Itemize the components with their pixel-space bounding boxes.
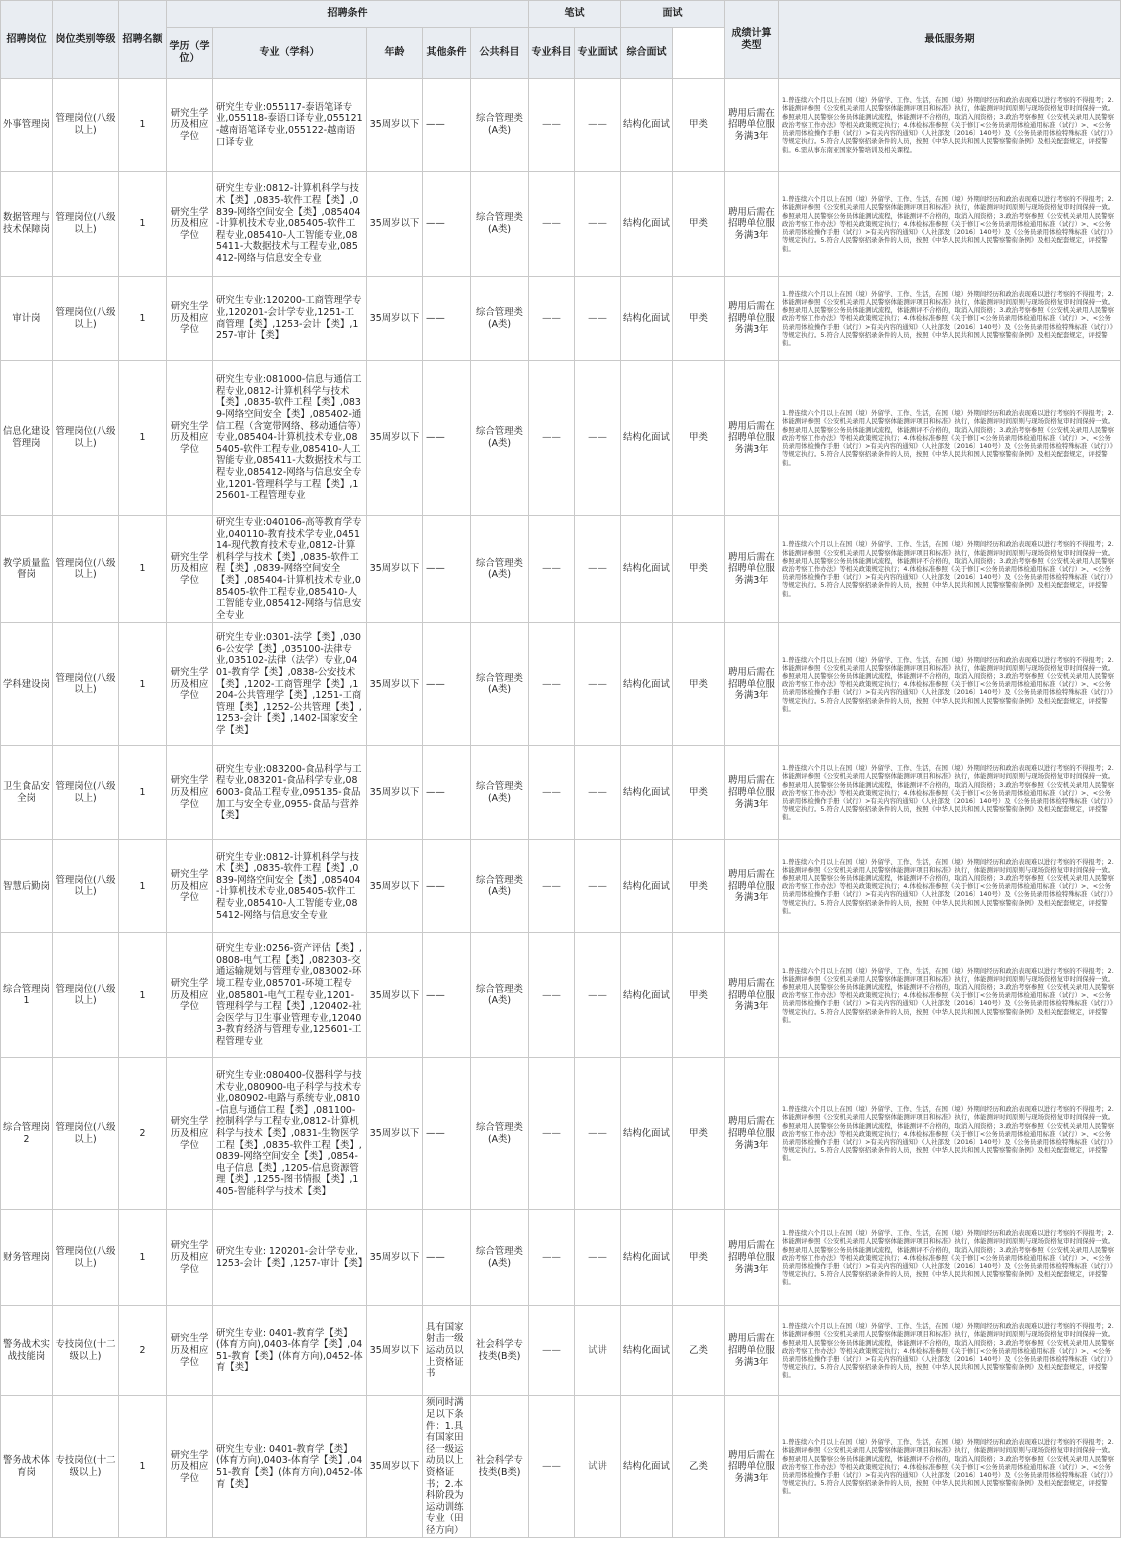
cell-other: ——	[423, 1058, 471, 1210]
cell-min-service: 聘用后需在招聘单位服务满3年	[725, 516, 779, 623]
cell-score-type: 甲类	[673, 277, 725, 361]
cell-min-service: 聘用后需在招聘单位服务满3年	[725, 746, 779, 840]
col-group-conditions: 招聘条件	[167, 1, 529, 28]
cell-general-interview: 结构化面试	[621, 623, 673, 746]
cell-public-subject: 社会科学专技类(B类)	[471, 1306, 529, 1396]
col-age: 年龄	[367, 28, 423, 79]
col-special-interview: 专业面试	[575, 28, 621, 79]
cell-category: 管理岗位(八级以上)	[53, 1058, 119, 1210]
cell-age: 35周岁以下	[367, 79, 423, 172]
cell-quota: 1	[119, 1396, 167, 1538]
cell-special-interview: ——	[575, 172, 621, 277]
cell-remarks: 1.曾连续六个月以上在国（境）外留学、工作、生活，在国（境）外期间经历和政治表现难以进行考察的不得报考；2.体能测评参照《公安机关录用人民警察体能测评项目和标准》执行，体能测评时间原则与现场资格复审时间保持一致。参照录用人民警察公务员体能测试流程，体能测评不合格的，取消入闱资格；3.政治考察参照《公安机关录用人民警察政治考察工作办法》等相关政策规定执行；4.体检标准参照《关于修订<公务员录用体检通用标准（试行）>、<公务员录用体检操作手册（试行）>有关内容的通知》（人社部发〔2016〕140号）及《公务员录用体检特殊标准（试行）》等规定执行。5.符合人民警察招录条件的人员，按照《中华人民共和国人民警察警衔条例》及相关配套规定，评授警衔。	[779, 516, 1121, 623]
cell-min-service: 聘用后需在招聘单位服务满3年	[725, 1210, 779, 1306]
cell-special-subject: ——	[529, 1306, 575, 1396]
cell-general-interview: 结构化面试	[621, 277, 673, 361]
table-row	[1, 933, 1121, 1058]
col-education: 学历（学位）	[167, 28, 213, 79]
cell-score-type: 甲类	[673, 516, 725, 623]
cell-min-service: 聘用后需在招聘单位服务满3年	[725, 933, 779, 1058]
cell-remarks: 1.曾连续六个月以上在国（境）外留学、工作、生活，在国（境）外期间经历和政治表现难以进行考察的不得报考；2.体能测评参照《公安机关录用人民警察体能测评项目和标准》执行，体能测评时间原则与现场资格复审时间保持一致。参照录用人民警察公务员体能测试流程，体能测评不合格的，取消入闱资格；3.政治考察参照《公安机关录用人民警察政治考察工作办法》等相关政策规定执行；4.体检标准参照《关于修订<公务员录用体检通用标准（试行）>、<公务员录用体检操作手册（试行）>有关内容的通知》（人社部发〔2016〕140号）及《公务员录用体检特殊标准（试行）》等规定执行。5.符合人民警察招录条件的人员，按照《中华人民共和国人民警察警衔条例》及相关配套规定，评授警衔。	[779, 172, 1121, 277]
cell-post: 数据管理与技术保障岗	[1, 172, 53, 277]
cell-quota: 1	[119, 79, 167, 172]
table-row	[1, 1210, 1121, 1306]
cell-remarks: 1.曾连续六个月以上在国（境）外留学、工作、生活，在国（境）外期间经历和政治表现难以进行考察的不得报考；2.体能测评参照《公安机关录用人民警察体能测评项目和标准》执行，体能测评时间原则与现场资格复审时间保持一致。参照录用人民警察公务员体能测试流程，体能测评不合格的，取消入闱资格；3.政治考察参照《公安机关录用人民警察政治考察工作办法》等相关政策规定执行；4.体检标准参照《关于修订<公务员录用体检通用标准（试行）>、<公务员录用体检操作手册（试行）>有关内容的通知》（人社部发〔2016〕140号）及《公务员录用体检特殊标准（试行）》等规定执行。5.符合人民警察招录条件的人员，按照《中华人民共和国人民警察警衔条例》及相关配套规定，评授警衔。	[779, 623, 1121, 746]
cell-special-subject: ——	[529, 746, 575, 840]
cell-general-interview: 结构化面试	[621, 746, 673, 840]
cell-special-subject: ——	[529, 172, 575, 277]
cell-age: 35周岁以下	[367, 172, 423, 277]
cell-special-interview: ——	[575, 1058, 621, 1210]
cell-min-service: 聘用后需在招聘单位服务满3年	[725, 277, 779, 361]
cell-special-interview: ——	[575, 277, 621, 361]
col-group-written: 笔试	[529, 1, 621, 28]
table-row	[1, 840, 1121, 933]
col-category: 岗位类别等级	[53, 1, 119, 79]
cell-education: 研究生学历及相应学位	[167, 746, 213, 840]
cell-age: 35周岁以下	[367, 623, 423, 746]
cell-min-service: 聘用后需在招聘单位服务满3年	[725, 172, 779, 277]
cell-min-service: 聘用后需在招聘单位服务满3年	[725, 361, 779, 516]
cell-remarks: 1.曾连续六个月以上在国（境）外留学、工作、生活，在国（境）外期间经历和政治表现难以进行考察的不得报考；2.体能测评参照《公安机关录用人民警察体能测评项目和标准》执行，体能测评时间原则与现场资格复审时间保持一致。参照录用人民警察公务员体能测试流程，体能测评不合格的，取消入闱资格；3.政治考察参照《公安机关录用人民警察政治考察工作办法》等相关政策规定执行；4.体检标准参照《关于修订<公务员录用体检通用标准（试行）>、<公务员录用体检操作手册（试行）>有关内容的通知》（人社部发〔2016〕140号）及《公务员录用体检特殊标准（试行）》等规定执行。5.符合人民警察招录条件的人员，按照《中华人民共和国人民警察警衔条例》及相关配套规定，评授警衔。	[779, 933, 1121, 1058]
table-row	[1, 172, 1121, 277]
cell-remarks: 1.曾连续六个月以上在国（境）外留学、工作、生活，在国（境）外期间经历和政治表现难以进行考察的不得报考；2.体能测评参照《公安机关录用人民警察体能测评项目和标准》执行，体能测评时间原则与现场资格复审时间保持一致。参照录用人民警察公务员体能测试流程，体能测评不合格的，取消入闱资格；3.政治考察参照《公安机关录用人民警察政治考察工作办法》等相关政策规定执行；4.体检标准参照《关于修订<公务员录用体检通用标准（试行）>、<公务员录用体检操作手册（试行）>有关内容的通知》（人社部发〔2016〕140号）及《公务员录用体检特殊标准（试行）》等规定执行。5.符合人民警察招录条件的人员，按照《中华人民共和国人民警察警衔条例》及相关配套规定，评授警衔。6.需从事东南亚国家外警培训及相关课程。	[779, 79, 1121, 172]
cell-education: 研究生学历及相应学位	[167, 79, 213, 172]
cell-special-interview: 试讲	[575, 1396, 621, 1538]
cell-general-interview: 结构化面试	[621, 1058, 673, 1210]
cell-special-subject: ——	[529, 277, 575, 361]
cell-general-interview: 结构化面试	[621, 79, 673, 172]
cell-quota: 1	[119, 277, 167, 361]
cell-public-subject: 综合管理类(A类)	[471, 746, 529, 840]
cell-category: 管理岗位(八级以上)	[53, 933, 119, 1058]
col-public-subject: 公共科目	[471, 28, 529, 79]
cell-age: 35周岁以下	[367, 1058, 423, 1210]
cell-score-type: 甲类	[673, 1058, 725, 1210]
col-general-interview: 综合面试	[621, 28, 673, 79]
cell-post: 警务战术体育岗	[1, 1396, 53, 1538]
table-row	[1, 79, 1121, 172]
cell-education: 研究生学历及相应学位	[167, 1210, 213, 1306]
cell-quota: 1	[119, 172, 167, 277]
cell-category: 专技岗位(十二级以上)	[53, 1396, 119, 1538]
cell-quota: 2	[119, 1058, 167, 1210]
cell-special-subject: ——	[529, 516, 575, 623]
cell-age: 35周岁以下	[367, 361, 423, 516]
cell-remarks: 1.曾连续六个月以上在国（境）外留学、工作、生活，在国（境）外期间经历和政治表现难以进行考察的不得报考；2.体能测评参照《公安机关录用人民警察体能测评项目和标准》执行，体能测评时间原则与现场资格复审时间保持一致。参照录用人民警察公务员体能测试流程，体能测评不合格的，取消入闱资格；3.政治考察参照《公安机关录用人民警察政治考察工作办法》等相关政策规定执行；4.体检标准参照《关于修订<公务员录用体检通用标准（试行）>、<公务员录用体检操作手册（试行）>有关内容的通知》（人社部发〔2016〕140号）及《公务员录用体检特殊标准（试行）》等规定执行。5.符合人民警察招录条件的人员，按照《中华人民共和国人民警察警衔条例》及相关配套规定，评授警衔。	[779, 1210, 1121, 1306]
cell-score-type: 甲类	[673, 840, 725, 933]
cell-quota: 1	[119, 840, 167, 933]
cell-category: 管理岗位(八级以上)	[53, 623, 119, 746]
cell-min-service: 聘用后需在招聘单位服务满3年	[725, 1306, 779, 1396]
cell-other: 须同时满足以下条件：1.具有国家田径一级运动员以上资格证书；2.本科阶段为运动训练专业（田径方向）	[423, 1396, 471, 1538]
cell-education: 研究生学历及相应学位	[167, 840, 213, 933]
cell-public-subject: 综合管理类(A类)	[471, 1058, 529, 1210]
cell-remarks: 1.曾连续六个月以上在国（境）外留学、工作、生活，在国（境）外期间经历和政治表现难以进行考察的不得报考；2.体能测评参照《公安机关录用人民警察体能测评项目和标准》执行，体能测评时间原则与现场资格复审时间保持一致。参照录用人民警察公务员体能测试流程，体能测评不合格的，取消入闱资格；3.政治考察参照《公安机关录用人民警察政治考察工作办法》等相关政策规定执行；4.体检标准参照《关于修订<公务员录用体检通用标准（试行）>、<公务员录用体检操作手册（试行）>有关内容的通知》（人社部发〔2016〕140号）及《公务员录用体检特殊标准（试行）》等规定执行。5.符合人民警察招录条件的人员，按照《中华人民共和国人民警察警衔条例》及相关配套规定，评授警衔。	[779, 1396, 1121, 1538]
cell-category: 管理岗位(八级以上)	[53, 746, 119, 840]
cell-score-type: 乙类	[673, 1306, 725, 1396]
cell-education: 研究生学历及相应学位	[167, 933, 213, 1058]
cell-public-subject: 综合管理类(A类)	[471, 79, 529, 172]
table-header	[1, 1, 1121, 79]
cell-category: 管理岗位(八级以上)	[53, 277, 119, 361]
cell-other: ——	[423, 1210, 471, 1306]
cell-other: ——	[423, 79, 471, 172]
cell-education: 研究生学历及相应学位	[167, 1306, 213, 1396]
cell-education: 研究生学历及相应学位	[167, 361, 213, 516]
cell-public-subject: 综合管理类(A类)	[471, 277, 529, 361]
cell-special-subject: ——	[529, 933, 575, 1058]
cell-major: 研究生专业:081000-信息与通信工程专业,0812-计算机科学与技术【类】,0835-软件工程【类】,0839-网络空间安全【类】,085402-通信工程（含宽带网络、移动通信等）专业,085404-计算机技术专业,085405-软件工程专业,085410-人工智能专业,085411-大数据技术与工程专业,085412-网络与信息安全专业,1201-管理科学与工程【类】,125601-工程管理专业	[213, 361, 367, 516]
cell-category: 专技岗位(十二级以上)	[53, 1306, 119, 1396]
table-row	[1, 1306, 1121, 1396]
cell-special-interview: ——	[575, 79, 621, 172]
cell-special-interview: ——	[575, 623, 621, 746]
cell-other: ——	[423, 361, 471, 516]
cell-score-type: 甲类	[673, 1210, 725, 1306]
cell-special-interview: ——	[575, 746, 621, 840]
cell-post: 外事管理岗	[1, 79, 53, 172]
table-row	[1, 1396, 1121, 1538]
cell-other: ——	[423, 516, 471, 623]
cell-age: 35周岁以下	[367, 1396, 423, 1538]
cell-public-subject: 综合管理类(A类)	[471, 933, 529, 1058]
table-row	[1, 361, 1121, 516]
cell-education: 研究生学历及相应学位	[167, 1396, 213, 1538]
col-min-service: 最低服务期	[779, 1, 1121, 79]
cell-major: 研究生专业:080400-仪器科学与技术专业,080900-电子科学与技术专业,080902-电路与系统专业,0810-信息与通信工程【类】,081100-控制科学与工程专业,0812-计算机科学与技术【类】,0831-生物医学工程【类】,0835-软件工程【类】,0839-网络空间安全【类】,0854-电子信息【类】,1205-信息资源管理【类】,1255-图书情报【类】,1405-智能科学与技术【类】	[213, 1058, 367, 1210]
cell-quota: 1	[119, 361, 167, 516]
cell-post: 教学质量监督岗	[1, 516, 53, 623]
cell-quota: 1	[119, 516, 167, 623]
col-other: 其他条件	[423, 28, 471, 79]
cell-general-interview: 结构化面试	[621, 516, 673, 623]
cell-public-subject: 综合管理类(A类)	[471, 172, 529, 277]
cell-general-interview: 结构化面试	[621, 1306, 673, 1396]
cell-education: 研究生学历及相应学位	[167, 516, 213, 623]
col-post: 招聘岗位	[1, 1, 53, 79]
table-row	[1, 277, 1121, 361]
cell-special-interview: ——	[575, 516, 621, 623]
cell-public-subject: 综合管理类(A类)	[471, 840, 529, 933]
table-row	[1, 1058, 1121, 1210]
cell-category: 管理岗位(八级以上)	[53, 79, 119, 172]
cell-special-interview: 试讲	[575, 1306, 621, 1396]
cell-other: ——	[423, 933, 471, 1058]
cell-quota: 1	[119, 1210, 167, 1306]
cell-post: 警务战术实战技能岗	[1, 1306, 53, 1396]
cell-category: 管理岗位(八级以上)	[53, 516, 119, 623]
col-special-subject: 专业科目	[529, 28, 575, 79]
cell-general-interview: 结构化面试	[621, 1396, 673, 1538]
cell-category: 管理岗位(八级以上)	[53, 361, 119, 516]
col-quota: 招聘名额	[119, 1, 167, 79]
cell-major: 研究生专业:0256-资产评估【类】,0808-电气工程【类】,082303-交通运输规划与管理专业,083002-环境工程专业,085701-环境工程专业,085801-电气工程专业,1201-管理科学与工程【类】,120402-社会医学与卫生事业管理专业,120403-教育经济与管理专业,125601-工程管理专业	[213, 933, 367, 1058]
cell-education: 研究生学历及相应学位	[167, 1058, 213, 1210]
cell-age: 35周岁以下	[367, 933, 423, 1058]
cell-remarks: 1.曾连续六个月以上在国（境）外留学、工作、生活，在国（境）外期间经历和政治表现难以进行考察的不得报考；2.体能测评参照《公安机关录用人民警察体能测评项目和标准》执行，体能测评时间原则与现场资格复审时间保持一致。参照录用人民警察公务员体能测试流程，体能测评不合格的，取消入闱资格；3.政治考察参照《公安机关录用人民警察政治考察工作办法》等相关政策规定执行；4.体检标准参照《关于修订<公务员录用体检通用标准（试行）>、<公务员录用体检操作手册（试行）>有关内容的通知》（人社部发〔2016〕140号）及《公务员录用体检特殊标准（试行）》等规定执行。5.符合人民警察招录条件的人员，按照《中华人民共和国人民警察警衔条例》及相关配套规定，评授警衔。	[779, 277, 1121, 361]
cell-special-subject: ——	[529, 361, 575, 516]
cell-score-type: 甲类	[673, 361, 725, 516]
cell-major: 研究生专业:0812-计算机科学与技术【类】,0835-软件工程【类】,0839-网络空间安全【类】,085404-计算机技术专业,085405-软件工程专业,085410-人工智能专业,085412-网络与信息安全专业	[213, 840, 367, 933]
cell-age: 35周岁以下	[367, 840, 423, 933]
cell-education: 研究生学历及相应学位	[167, 623, 213, 746]
cell-remarks: 1.曾连续六个月以上在国（境）外留学、工作、生活，在国（境）外期间经历和政治表现难以进行考察的不得报考；2.体能测评参照《公安机关录用人民警察体能测评项目和标准》执行，体能测评时间原则与现场资格复审时间保持一致。参照录用人民警察公务员体能测试流程，体能测评不合格的，取消入闱资格；3.政治考察参照《公安机关录用人民警察政治考察工作办法》等相关政策规定执行；4.体检标准参照《关于修订<公务员录用体检通用标准（试行）>、<公务员录用体检操作手册（试行）>有关内容的通知》（人社部发〔2016〕140号）及《公务员录用体检特殊标准（试行）》等规定执行。5.符合人民警察招录条件的人员，按照《中华人民共和国人民警察警衔条例》及相关配套规定，评授警衔。	[779, 1058, 1121, 1210]
cell-other: ——	[423, 172, 471, 277]
cell-age: 35周岁以下	[367, 1210, 423, 1306]
cell-public-subject: 综合管理类(A类)	[471, 516, 529, 623]
cell-education: 研究生学历及相应学位	[167, 277, 213, 361]
cell-post: 智慧后勤岗	[1, 840, 53, 933]
cell-other: 具有国家射击一级运动员以上资格证书	[423, 1306, 471, 1396]
cell-min-service: 聘用后需在招聘单位服务满3年	[725, 840, 779, 933]
cell-major: 研究生专业:040106-高等教育学专业,040110-教育技术学专业,045114-现代教育技术专业,0812-计算机科学与技术【类】,0835-软件工程【类】,0839-网络空间安全【类】,085404-计算机技术专业,085405-软件工程专业,085410-人工智能专业,085412-网络与信息安全专业	[213, 516, 367, 623]
cell-score-type: 甲类	[673, 746, 725, 840]
cell-quota: 1	[119, 623, 167, 746]
cell-major: 研究生专业: 0401-教育学【类】(体育方向),0403-体育学【类】,0451-教育【类】(体育方向),0452-体育【类】	[213, 1396, 367, 1538]
cell-post: 综合管理岗2	[1, 1058, 53, 1210]
cell-public-subject: 社会科学专技类(B类)	[471, 1396, 529, 1538]
cell-special-subject: ——	[529, 840, 575, 933]
cell-post: 综合管理岗1	[1, 933, 53, 1058]
cell-special-interview: ——	[575, 1210, 621, 1306]
cell-other: ——	[423, 840, 471, 933]
cell-special-interview: ——	[575, 933, 621, 1058]
cell-post: 审计岗	[1, 277, 53, 361]
cell-remarks: 1.曾连续六个月以上在国（境）外留学、工作、生活，在国（境）外期间经历和政治表现难以进行考察的不得报考；2.体能测评参照《公安机关录用人民警察体能测评项目和标准》执行，体能测评时间原则与现场资格复审时间保持一致。参照录用人民警察公务员体能测试流程，体能测评不合格的，取消入闱资格；3.政治考察参照《公安机关录用人民警察政治考察工作办法》等相关政策规定执行；4.体检标准参照《关于修订<公务员录用体检通用标准（试行）>、<公务员录用体检操作手册（试行）>有关内容的通知》（人社部发〔2016〕140号）及《公务员录用体检特殊标准（试行）》等规定执行。5.符合人民警察招录条件的人员，按照《中华人民共和国人民警察警衔条例》及相关配套规定，评授警衔。	[779, 1306, 1121, 1396]
cell-public-subject: 综合管理类(A类)	[471, 1210, 529, 1306]
cell-education: 研究生学历及相应学位	[167, 172, 213, 277]
cell-post: 财务管理岗	[1, 1210, 53, 1306]
cell-score-type: 甲类	[673, 172, 725, 277]
cell-category: 管理岗位(八级以上)	[53, 172, 119, 277]
col-score-type: 成绩计算类型	[725, 1, 779, 79]
cell-special-subject: ——	[529, 1396, 575, 1538]
cell-post: 学科建设岗	[1, 623, 53, 746]
cell-age: 35周岁以下	[367, 277, 423, 361]
cell-general-interview: 结构化面试	[621, 1210, 673, 1306]
cell-min-service: 聘用后需在招聘单位服务满3年	[725, 623, 779, 746]
cell-special-subject: ——	[529, 1058, 575, 1210]
cell-general-interview: 结构化面试	[621, 172, 673, 277]
cell-age: 35周岁以下	[367, 1306, 423, 1396]
cell-remarks: 1.曾连续六个月以上在国（境）外留学、工作、生活，在国（境）外期间经历和政治表现难以进行考察的不得报考；2.体能测评参照《公安机关录用人民警察体能测评项目和标准》执行，体能测评时间原则与现场资格复审时间保持一致。参照录用人民警察公务员体能测试流程，体能测评不合格的，取消入闱资格；3.政治考察参照《公安机关录用人民警察政治考察工作办法》等相关政策规定执行；4.体检标准参照《关于修订<公务员录用体检通用标准（试行）>、<公务员录用体检操作手册（试行）>有关内容的通知》（人社部发〔2016〕140号）及《公务员录用体检特殊标准（试行）》等规定执行。5.符合人民警察招录条件的人员，按照《中华人民共和国人民警察警衔条例》及相关配套规定，评授警衔。	[779, 840, 1121, 933]
cell-remarks: 1.曾连续六个月以上在国（境）外留学、工作、生活，在国（境）外期间经历和政治表现难以进行考察的不得报考；2.体能测评参照《公安机关录用人民警察体能测评项目和标准》执行，体能测评时间原则与现场资格复审时间保持一致。参照录用人民警察公务员体能测试流程，体能测评不合格的，取消入闱资格；3.政治考察参照《公安机关录用人民警察政治考察工作办法》等相关政策规定执行；4.体检标准参照《关于修订<公务员录用体检通用标准（试行）>、<公务员录用体检操作手册（试行）>有关内容的通知》（人社部发〔2016〕140号）及《公务员录用体检特殊标准（试行）》等规定执行。5.符合人民警察招录条件的人员，按照《中华人民共和国人民警察警衔条例》及相关配套规定，评授警衔。	[779, 361, 1121, 516]
cell-special-subject: ——	[529, 1210, 575, 1306]
cell-category: 管理岗位(八级以上)	[53, 840, 119, 933]
table-body	[1, 79, 1121, 1538]
cell-major: 研究生专业: 0401-教育学【类】(体育方向),0403-体育学【类】,0451-教育【类】(体育方向),0452-体育【类】	[213, 1306, 367, 1396]
col-group-interview: 面试	[621, 1, 725, 28]
cell-public-subject: 综合管理类(A类)	[471, 623, 529, 746]
cell-score-type: 乙类	[673, 1396, 725, 1538]
table-row	[1, 746, 1121, 840]
cell-min-service: 聘用后需在招聘单位服务满3年	[725, 1058, 779, 1210]
cell-quota: 1	[119, 746, 167, 840]
cell-general-interview: 结构化面试	[621, 361, 673, 516]
cell-special-subject: ——	[529, 623, 575, 746]
table-row	[1, 516, 1121, 623]
cell-special-interview: ——	[575, 361, 621, 516]
cell-special-interview: ——	[575, 840, 621, 933]
table-row	[1, 623, 1121, 746]
cell-major: 研究生专业:055117-泰语笔译专业,055118-泰语口译专业,055121-越南语笔译专业,055122-越南语口译专业	[213, 79, 367, 172]
cell-score-type: 甲类	[673, 933, 725, 1058]
cell-major: 研究生专业:0301-法学【类】,0306-公安学【类】,035100-法律专业,035102-法律（法学）专业,0401-教育学【类】,0838-公安技术【类】,1202-工商管理学【类】,1204-公共管理学【类】,1251-工商管理【类】,1252-公共管理【类】,1253-会计【类】,1402-国家安全学【类】	[213, 623, 367, 746]
cell-major: 研究生专业:083200-食品科学与工程专业,083201-食品科学专业,086003-食品工程专业,095135-食品加工与安全专业,0955-食品与营养【类】	[213, 746, 367, 840]
cell-post: 卫生食品安全岗	[1, 746, 53, 840]
cell-quota: 1	[119, 933, 167, 1058]
cell-min-service: 聘用后需在招聘单位服务满3年	[725, 79, 779, 172]
cell-min-service: 聘用后需在招聘单位服务满3年	[725, 1396, 779, 1538]
cell-quota: 2	[119, 1306, 167, 1396]
cell-age: 35周岁以下	[367, 746, 423, 840]
cell-remarks: 1.曾连续六个月以上在国（境）外留学、工作、生活，在国（境）外期间经历和政治表现难以进行考察的不得报考；2.体能测评参照《公安机关录用人民警察体能测评项目和标准》执行，体能测评时间原则与现场资格复审时间保持一致。参照录用人民警察公务员体能测试流程，体能测评不合格的，取消入闱资格；3.政治考察参照《公安机关录用人民警察政治考察工作办法》等相关政策规定执行；4.体检标准参照《关于修订<公务员录用体检通用标准（试行）>、<公务员录用体检操作手册（试行）>有关内容的通知》（人社部发〔2016〕140号）及《公务员录用体检特殊标准（试行）》等规定执行。5.符合人民警察招录条件的人员，按照《中华人民共和国人民警察警衔条例》及相关配套规定，评授警衔。	[779, 746, 1121, 840]
col-major: 专业（学科）	[213, 28, 367, 79]
cell-other: ——	[423, 746, 471, 840]
cell-major: 研究生专业:120200-工商管理学专业,120201-会计学专业,1251-工商管理【类】,1253-会计【类】,1257-审计【类】	[213, 277, 367, 361]
cell-major: 研究生专业: 120201-会计学专业,1253-会计【类】,1257-审计【类】	[213, 1210, 367, 1306]
cell-post: 信息化建设管理岗	[1, 361, 53, 516]
cell-score-type: 甲类	[673, 623, 725, 746]
cell-other: ——	[423, 623, 471, 746]
cell-major: 研究生专业:0812-计算机科学与技术【类】,0835-软件工程【类】,0839-网络空间安全【类】,085404-计算机技术专业,085405-软件工程专业,085410-人工智能专业,085411-大数据技术与工程专业,085412-网络与信息安全专业	[213, 172, 367, 277]
cell-general-interview: 结构化面试	[621, 933, 673, 1058]
cell-special-subject: ——	[529, 79, 575, 172]
cell-other: ——	[423, 277, 471, 361]
cell-score-type: 甲类	[673, 79, 725, 172]
cell-public-subject: 综合管理类(A类)	[471, 361, 529, 516]
cell-general-interview: 结构化面试	[621, 840, 673, 933]
cell-category: 管理岗位(八级以上)	[53, 1210, 119, 1306]
cell-age: 35周岁以下	[367, 516, 423, 623]
